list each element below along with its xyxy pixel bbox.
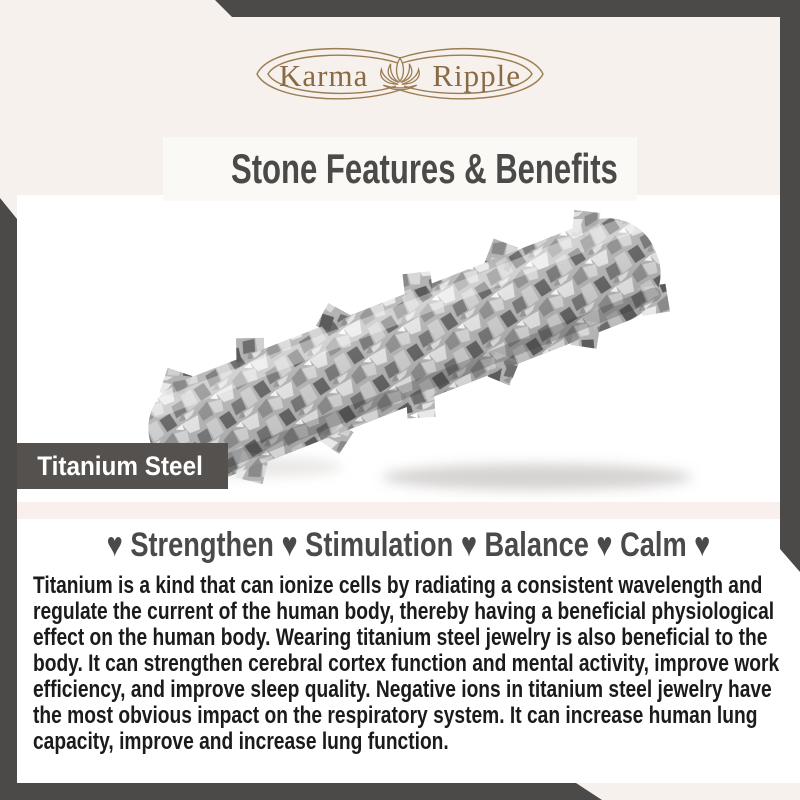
stone-name-text: Titanium Steel xyxy=(37,451,204,481)
frame-left-bar xyxy=(0,198,17,800)
frame-bottom-bar xyxy=(0,783,602,800)
brand-logo xyxy=(240,40,560,112)
benefits-panel xyxy=(17,519,800,783)
divider-band xyxy=(17,502,800,519)
benefits-description: Titanium is a kind that can ionize cells by radiating a consistent wavelength and regulate the current of the human body, thereby having a beneficial physiological effect on the human body. Wearing titanium steel jewelry is also beneficial to the body. It can strengthen cerebral cortex function and mental activity, improve work efficiency, and improve sleep quality. Negative ions in titanium steel jewelry have the most obvious impact on the respiratory system. It can increase human lung capacity, improve and increase lung function. xyxy=(33,572,780,755)
frame-right-bar xyxy=(780,0,800,572)
frame-top-bar xyxy=(215,0,800,17)
brand-word-left: Karma xyxy=(278,58,369,93)
stone-name-label xyxy=(13,443,228,489)
brand-word-right: Ripple xyxy=(432,58,521,93)
page-title: Stone Features & Benefits xyxy=(230,145,618,192)
benefits-title: ♥ Strengthen ♥ Stimulation ♥ Balance ♥ Calm ♥ xyxy=(106,526,711,564)
lotus-icon xyxy=(374,53,426,95)
rod-shadow xyxy=(382,464,692,490)
title-panel xyxy=(163,137,637,201)
